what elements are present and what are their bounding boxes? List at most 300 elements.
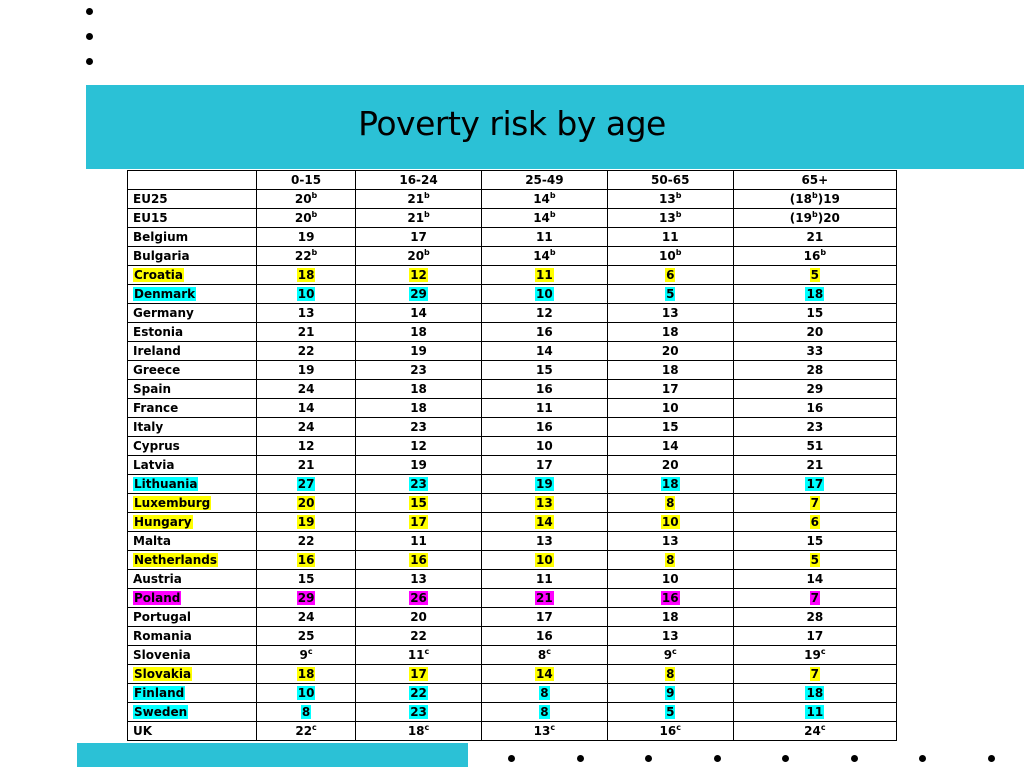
value	[536, 344, 553, 358]
value-footnote: b	[311, 209, 318, 219]
country-name: Romania	[133, 628, 192, 643]
value	[665, 553, 675, 567]
value-main: 16	[536, 419, 553, 434]
value-cell	[356, 494, 482, 513]
table-row	[128, 589, 897, 608]
value	[535, 268, 554, 282]
value-main: 13	[661, 533, 679, 548]
value	[805, 686, 824, 700]
value-cell	[257, 228, 356, 247]
value-cell	[257, 570, 356, 589]
country-cell	[128, 570, 257, 589]
value-cell	[733, 475, 896, 494]
value	[536, 610, 553, 624]
value	[410, 572, 427, 586]
value-cell	[481, 285, 607, 304]
value-cell	[481, 513, 607, 532]
value-cell	[356, 266, 482, 285]
bullet-dot	[782, 755, 789, 762]
value-cell	[607, 247, 733, 266]
value-cell	[356, 627, 482, 646]
value	[804, 724, 825, 738]
value-main: 16	[297, 552, 315, 567]
country-cell	[128, 228, 257, 247]
value-main: 6	[810, 514, 820, 529]
value	[295, 724, 316, 738]
value-main: 22	[297, 343, 315, 358]
value	[662, 363, 679, 377]
value-footnote: c	[672, 646, 677, 656]
country-cell	[128, 589, 257, 608]
value-footnote: b	[311, 190, 318, 200]
value-cell	[607, 456, 733, 475]
value	[536, 458, 553, 472]
value-main: 11	[661, 229, 679, 244]
value-main: 18	[297, 666, 315, 681]
value-cell	[257, 285, 356, 304]
value-cell	[356, 380, 482, 399]
value-cell	[733, 209, 896, 228]
value-main: 20	[294, 210, 312, 225]
value	[410, 439, 427, 453]
value	[407, 249, 429, 263]
value-main: 10	[659, 248, 676, 263]
table-row	[128, 209, 897, 228]
value-main: 18	[297, 267, 315, 282]
value-cell	[257, 703, 356, 722]
value-main: 10	[536, 438, 553, 453]
table-row	[128, 456, 897, 475]
value	[806, 230, 823, 244]
value	[806, 610, 823, 624]
value-main: 16	[661, 590, 679, 605]
value-cell	[733, 627, 896, 646]
value-main: 51	[806, 438, 824, 453]
value	[409, 705, 428, 719]
table-row	[128, 399, 897, 418]
value	[806, 306, 823, 320]
value-main: 29	[297, 590, 315, 605]
value-cell	[733, 437, 896, 456]
value	[407, 211, 429, 225]
country-name: Estonia	[133, 324, 184, 339]
value-main: 24	[297, 609, 315, 624]
value	[535, 496, 554, 510]
value-main: 13	[661, 628, 679, 643]
value-main: 13	[536, 495, 553, 510]
value-main: 21	[536, 590, 553, 605]
value-main: 10	[536, 286, 553, 301]
table-row	[128, 304, 897, 323]
value-cell	[607, 570, 733, 589]
value-main: 11	[410, 533, 427, 548]
value-cell	[607, 209, 733, 228]
value	[536, 230, 553, 244]
value-main: 10	[536, 552, 553, 567]
value	[301, 705, 311, 719]
value-main: 24	[297, 381, 315, 396]
country-name: EU25	[133, 191, 168, 206]
value-main: (19	[789, 210, 812, 225]
country-name: Poland	[134, 590, 181, 605]
value-main: 29	[806, 381, 824, 396]
slide-title: Poverty risk by age	[358, 104, 666, 143]
value-cell	[481, 684, 607, 703]
value-cell	[481, 266, 607, 285]
value-cell	[607, 323, 733, 342]
value-cell	[733, 532, 896, 551]
value-cell	[607, 551, 733, 570]
value-main: 10	[297, 286, 315, 301]
value-cell	[257, 209, 356, 228]
value	[662, 420, 679, 434]
value-cell	[607, 399, 733, 418]
value-footnote: c	[820, 722, 826, 732]
value	[297, 496, 316, 510]
value-footnote: b	[811, 190, 818, 200]
value-main: 9	[299, 647, 308, 662]
value-main: 18	[407, 723, 425, 738]
value-main: 23	[410, 704, 427, 719]
value-main: 11	[536, 267, 553, 282]
value	[297, 553, 316, 567]
value-cell	[257, 532, 356, 551]
country-cell	[128, 703, 257, 722]
value	[533, 249, 555, 263]
country-cell	[128, 532, 257, 551]
bullet-dot	[86, 8, 93, 15]
value-main: 14	[661, 438, 679, 453]
country-name: Netherlands	[134, 552, 218, 567]
value-cell	[607, 646, 733, 665]
value-cell	[356, 608, 482, 627]
value	[300, 648, 313, 662]
value-cell	[733, 380, 896, 399]
value-main: 10	[661, 571, 679, 586]
value-cell	[733, 190, 896, 209]
footer-band	[77, 743, 468, 767]
value-main: 21	[806, 457, 824, 472]
value	[410, 610, 427, 624]
value	[407, 192, 429, 206]
value-main: 21	[297, 457, 315, 472]
country-cell	[128, 494, 257, 513]
value	[538, 648, 551, 662]
value	[665, 287, 675, 301]
value-main: 23	[410, 476, 427, 491]
table-row	[128, 532, 897, 551]
value	[810, 515, 820, 529]
value-cell	[257, 266, 356, 285]
value	[298, 420, 315, 434]
value-cell	[733, 266, 896, 285]
value-main: 19	[297, 362, 315, 377]
value-footnote: b	[549, 190, 556, 200]
value-cell	[607, 494, 733, 513]
value-cell	[481, 494, 607, 513]
value-cell	[607, 608, 733, 627]
value-cell	[356, 513, 482, 532]
table-body	[128, 190, 897, 741]
value-cell	[481, 228, 607, 247]
value-main: 18	[661, 324, 679, 339]
value-cell	[356, 665, 482, 684]
value-main: 29	[410, 286, 427, 301]
value	[298, 534, 315, 548]
value-cell	[356, 456, 482, 475]
country-name: Cyprus	[133, 438, 180, 453]
value-main: 16	[659, 723, 677, 738]
country-name: EU15	[133, 210, 168, 225]
table-row	[128, 513, 897, 532]
value	[805, 705, 824, 719]
header-age-group: 50-65	[607, 171, 733, 190]
country-cell	[128, 608, 257, 627]
value-cell	[356, 361, 482, 380]
table-row	[128, 247, 897, 266]
value-main: 9	[663, 647, 673, 662]
value	[810, 553, 820, 567]
value-cell	[257, 475, 356, 494]
value-cell	[733, 399, 896, 418]
value	[790, 211, 840, 225]
bullet-dots-top-left	[86, 8, 100, 83]
value	[662, 572, 679, 586]
country-cell	[128, 418, 257, 437]
value	[536, 534, 553, 548]
value-main: 15	[410, 495, 427, 510]
value-main: 14	[533, 248, 550, 263]
table-header-row	[128, 171, 897, 190]
country-name: Italy	[133, 419, 164, 434]
value	[661, 477, 680, 491]
value-cell	[257, 190, 356, 209]
value-cell	[356, 589, 482, 608]
value-main: 15	[661, 419, 679, 434]
value-cell	[481, 551, 607, 570]
value-footnote: b	[675, 209, 682, 219]
value-main: 16	[536, 628, 553, 643]
value-cell	[733, 551, 896, 570]
value-cell	[481, 456, 607, 475]
value	[805, 287, 824, 301]
value-suffix: )19	[817, 191, 840, 206]
value-main: (18	[789, 191, 812, 206]
value-main: 14	[536, 666, 553, 681]
value-cell	[607, 190, 733, 209]
bullet-dot	[988, 755, 995, 762]
value-main: 18	[410, 324, 427, 339]
value	[409, 477, 428, 491]
value-cell	[733, 361, 896, 380]
table-row	[128, 627, 897, 646]
value	[298, 439, 315, 453]
value-main: 8	[537, 647, 547, 662]
value-main: 11	[536, 400, 553, 415]
value-cell	[607, 703, 733, 722]
value	[806, 363, 823, 377]
value-main: 14	[297, 400, 315, 415]
value-cell	[356, 247, 482, 266]
value-main: 8	[666, 552, 675, 567]
value-main: 27	[297, 476, 315, 491]
value-cell	[356, 684, 482, 703]
value	[536, 439, 553, 453]
country-cell	[128, 684, 257, 703]
value-cell	[481, 589, 607, 608]
country-name: Germany	[133, 305, 194, 320]
value-footnote: b	[549, 247, 556, 257]
value-cell	[356, 418, 482, 437]
value-cell	[733, 418, 896, 437]
value	[535, 287, 554, 301]
value	[298, 230, 315, 244]
value-cell	[257, 684, 356, 703]
value-cell	[481, 627, 607, 646]
country-cell	[128, 190, 257, 209]
value-main: 17	[410, 229, 427, 244]
value-main: 18	[661, 362, 679, 377]
value-cell	[356, 399, 482, 418]
value-main: 20	[297, 495, 315, 510]
value	[536, 382, 553, 396]
value-cell	[481, 323, 607, 342]
value	[297, 287, 316, 301]
table-row	[128, 437, 897, 456]
header-age-group: 16-24	[356, 171, 482, 190]
value-main: 28	[806, 609, 824, 624]
value-main: 5	[810, 552, 820, 567]
value	[662, 325, 679, 339]
country-cell	[128, 247, 257, 266]
table-row	[128, 266, 897, 285]
value-cell	[356, 190, 482, 209]
value-cell	[607, 361, 733, 380]
value	[535, 553, 554, 567]
value-cell	[607, 228, 733, 247]
value-footnote: c	[546, 646, 551, 656]
value-cell	[257, 247, 356, 266]
value-cell	[733, 722, 896, 741]
value	[298, 382, 315, 396]
country-name: Ireland	[133, 343, 181, 358]
value	[662, 629, 679, 643]
country-cell	[128, 361, 257, 380]
country-name: Slovenia	[133, 647, 191, 662]
bullet-dot	[714, 755, 721, 762]
value	[536, 306, 553, 320]
bullet-dot	[577, 755, 584, 762]
value	[661, 515, 680, 529]
value-main: 14	[806, 571, 824, 586]
value	[665, 686, 675, 700]
value-main: 14	[533, 191, 550, 206]
value	[410, 306, 427, 320]
value-main: 19	[804, 647, 821, 662]
bullet-dot	[86, 33, 93, 40]
value-cell	[733, 247, 896, 266]
value	[298, 325, 315, 339]
value	[659, 192, 681, 206]
value-main: 20	[661, 457, 679, 472]
value-main: 13	[659, 210, 676, 225]
value-main: 21	[407, 210, 425, 225]
value-cell	[607, 475, 733, 494]
value-main: 18	[410, 381, 427, 396]
value-cell	[607, 380, 733, 399]
value-footnote: b	[424, 190, 430, 200]
value	[535, 591, 554, 605]
value-main: 8	[301, 704, 311, 719]
value-cell	[481, 665, 607, 684]
value-footnote: c	[312, 722, 317, 732]
value	[810, 268, 820, 282]
value	[806, 325, 823, 339]
value-cell	[257, 551, 356, 570]
value-footnote: b	[675, 247, 682, 257]
value-main: 19	[410, 457, 427, 472]
value-cell	[481, 418, 607, 437]
value-main: 6	[666, 267, 675, 282]
value-main: 17	[661, 381, 679, 396]
value-cell	[733, 570, 896, 589]
value	[409, 591, 428, 605]
value	[536, 572, 553, 586]
value-cell	[257, 437, 356, 456]
header-age-group: 0-15	[257, 171, 356, 190]
value-cell	[257, 513, 356, 532]
value-cell	[257, 380, 356, 399]
value	[806, 572, 823, 586]
value	[297, 686, 316, 700]
value-cell	[607, 513, 733, 532]
value	[534, 724, 555, 738]
value-cell	[733, 589, 896, 608]
value-cell	[481, 608, 607, 627]
value-cell	[481, 304, 607, 323]
value	[806, 382, 823, 396]
value-main: 14	[536, 514, 553, 529]
value-cell	[481, 361, 607, 380]
value-cell	[733, 608, 896, 627]
value	[536, 325, 553, 339]
value-cell	[356, 437, 482, 456]
value-footnote: b	[820, 247, 827, 257]
value-main: 17	[536, 609, 553, 624]
country-name: Slovakia	[134, 666, 192, 681]
value-cell	[607, 342, 733, 361]
value-main: 19	[536, 476, 553, 491]
value	[410, 363, 427, 377]
value-main: 12	[410, 438, 427, 453]
table-row	[128, 323, 897, 342]
value	[410, 230, 427, 244]
value-cell	[607, 684, 733, 703]
value	[806, 344, 823, 358]
table-row	[128, 646, 897, 665]
value-main: 7	[810, 495, 820, 510]
country-name: Sweden	[134, 704, 188, 719]
value	[295, 249, 317, 263]
value-cell	[257, 342, 356, 361]
value-main: 14	[410, 305, 427, 320]
value-main: 8	[540, 704, 549, 719]
value-main: 16	[536, 324, 553, 339]
table-row	[128, 285, 897, 304]
value-cell	[607, 266, 733, 285]
value	[804, 648, 825, 662]
value-main: 15	[806, 305, 824, 320]
